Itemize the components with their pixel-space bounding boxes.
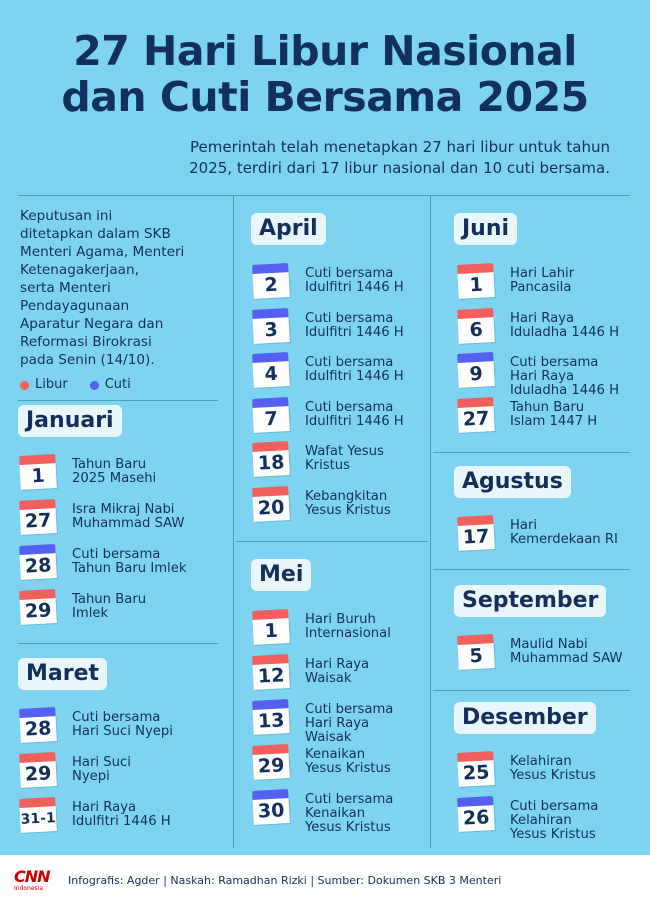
calendar-icon [19,707,57,743]
note-line: Reformasi Birokrasi [20,334,152,350]
calendar-icon [19,454,57,490]
holiday-line: Yesus Kristus [305,503,391,518]
divider-note [18,400,218,401]
holiday-line: Hari Raya [510,369,575,384]
holiday-line: Iduladha 1446 H [510,325,620,340]
calendar-day: 1 [458,272,495,299]
holiday-description [305,445,455,473]
calendar-icon [19,544,57,580]
calendar-day: 25 [458,760,495,787]
intro-text [70,137,610,179]
title-line-2: dan Cuti Bersama 2025 [61,73,589,121]
note-line: Menteri Agama, Menteri [20,244,185,260]
holiday-line: Tahun Baru [72,592,147,607]
calendar-day: 31-1 [20,806,57,833]
holiday-description [510,356,650,398]
calendar-day: 17 [458,524,495,551]
holiday-line: Nyepi [72,769,110,784]
calendar-day: 3 [253,317,290,344]
calendar-icon [457,515,495,551]
calendar-icon [252,263,290,299]
credits: Infografis: Agder | Naskah: Ramadhan Rizki | Sumber: Dokumen SKB 3 Menteri [68,874,502,887]
calendar-icon [19,589,57,625]
calendar-icon [252,654,290,690]
calendar-day: 28 [20,716,57,743]
holiday-line: Cuti bersama [305,702,394,717]
calendar-day: 12 [253,663,290,690]
holiday-line: Yesus Kristus [510,768,596,783]
decree-note [20,207,210,369]
calendar-icon [252,352,290,388]
holiday-line: Cuti bersama [72,547,161,562]
calendar-icon [19,797,57,833]
holiday-line: Cuti bersama [305,792,394,807]
holiday-line: Maulid Nabi [510,637,588,652]
intro-line-1: Pemerintah telah menetapkan 27 hari libur untuk tahun [190,138,610,156]
holiday-line: Yesus Kristus [510,827,596,842]
divider-agustus [433,569,630,570]
legend-cuti-label: Cuti [104,377,131,392]
calendar-day: 27 [20,508,57,535]
holiday-line: Idulfitri 1446 H [72,814,171,829]
cuti-dot-icon [90,381,99,390]
calendar-icon [252,699,290,735]
holiday-line: Cuti bersama [72,710,161,725]
holiday-line: Kenaikan [305,747,366,762]
holiday-line: Yesus Kristus [305,761,391,776]
calendar-icon [19,752,57,788]
note-line: Ketenagakerjaan, [20,262,139,278]
note-line: ditetapkan dalam SKB [20,226,171,242]
month-januari: Januari [18,405,122,437]
holiday-line: Waisak [305,730,352,745]
divider-col-1 [233,196,234,848]
holiday-line: Cuti bersama [305,400,394,415]
calendar-day: 9 [458,361,495,388]
month-desember: Desember [454,702,596,734]
holiday-line: Muhammad SAW [72,516,185,531]
holiday-description [305,356,455,384]
logo-text: CNN [14,867,50,886]
holiday-line: Idulfitri 1446 H [305,325,404,340]
holiday-line: Muhammad SAW [510,651,623,666]
holiday-line: Idulfitri 1446 H [305,369,404,384]
divider-april [236,541,428,542]
calendar-day: 1 [20,463,57,490]
holiday-description [305,748,455,776]
legend-libur-label: Libur [35,377,68,392]
holiday-line: Islam 1447 H [510,414,598,429]
holiday-line: 2025 Masehi [72,471,157,486]
cnn-indonesia-logo [14,869,54,891]
month-mei: Mei [251,559,311,591]
holiday-description [72,801,222,829]
holiday-line: Hari Suci Nyepi [72,724,173,739]
holiday-line: Hari Raya [510,311,575,326]
holiday-line: Cuti bersama [510,799,599,814]
holiday-description [510,638,650,666]
holiday-line: Isra Mikraj Nabi [72,502,175,517]
holiday-description [72,503,222,531]
calendar-icon [457,634,495,670]
holiday-line: Hari Raya [305,716,370,731]
calendar-day: 1 [253,618,290,645]
holiday-line: Wafat Yesus [305,444,384,459]
holiday-line: Hari Raya [305,657,370,672]
calendar-day: 18 [253,450,290,477]
holiday-description [510,267,650,295]
holiday-line: Internasional [305,626,391,641]
calendar-day: 29 [253,753,290,780]
calendar-day: 27 [458,406,495,433]
holiday-line: Idulfitri 1446 H [305,280,404,295]
holiday-description [72,593,222,621]
calendar-day: 30 [253,798,290,825]
month-september: September [454,585,606,617]
holiday-line: Cuti bersama [305,355,394,370]
holiday-description [510,519,650,547]
note-line: pada Senin (14/10). [20,352,155,368]
holiday-line: Pancasila [510,280,572,295]
note-line: Aparatur Negara dan [20,316,164,332]
logo-sub: Indonesia [14,885,44,892]
holiday-line: Tahun Baru Imlek [72,561,187,576]
holiday-line: Hari Buruh [305,612,376,627]
calendar-day: 6 [458,317,495,344]
holiday-line: Iduladha 1446 H [510,383,620,398]
note-line: Keputusan ini [20,208,113,224]
calendar-icon [19,499,57,535]
holiday-description [305,703,455,745]
calendar-day: 29 [20,761,57,788]
month-maret: Maret [18,658,107,690]
legend [20,377,131,393]
month-juni: Juni [454,213,517,245]
holiday-line: Kebangkitan [305,489,388,504]
holiday-description [510,755,650,783]
holiday-line: Kenaikan [305,806,366,821]
holiday-description [305,267,455,295]
holiday-line: Tahun Baru [510,400,585,415]
divider-januari [18,643,218,644]
divider-september [433,690,630,691]
holiday-description [72,548,222,576]
holiday-line: Hari Lahir [510,266,575,281]
calendar-day: 26 [458,805,495,832]
holiday-line: Hari Raya [72,800,137,815]
holiday-line: Idulfitri 1446 H [305,414,404,429]
holiday-description [72,458,222,486]
calendar-icon [252,486,290,522]
holiday-line: Kristus [305,458,351,473]
holiday-line: Yesus Kristus [305,820,391,835]
calendar-day: 29 [20,598,57,625]
calendar-icon [252,441,290,477]
holiday-line: Imlek [72,606,109,621]
calendar-icon [457,397,495,433]
calendar-day: 20 [253,495,290,522]
holiday-description [305,613,455,641]
libur-dot-icon [20,381,29,390]
holiday-line: Kemerdekaan RI [510,532,618,547]
calendar-day: 13 [253,708,290,735]
calendar-icon [252,609,290,645]
calendar-icon [252,744,290,780]
holiday-line: Kelahiran [510,813,572,828]
calendar-icon [252,308,290,344]
holiday-description [72,756,222,784]
calendar-icon [252,397,290,433]
calendar-day: 2 [253,272,290,299]
holiday-line: Cuti bersama [305,266,394,281]
holiday-description [72,711,222,739]
holiday-line: Kelahiran [510,754,572,769]
holiday-line: Cuti bersama [510,355,599,370]
month-agustus: Agustus [454,466,571,498]
note-line: serta Menteri [20,280,111,296]
page-title [0,28,650,120]
holiday-description [305,312,455,340]
holiday-line: Tahun Baru [72,457,147,472]
holiday-description [510,401,650,429]
calendar-icon [457,352,495,388]
note-line: Pendayagunaan [20,298,130,314]
month-april: April [251,213,326,245]
holiday-line: Cuti bersama [305,311,394,326]
calendar-day: 4 [253,361,290,388]
holiday-line: Waisak [305,671,352,686]
holiday-description [305,401,455,429]
calendar-day: 5 [458,643,495,670]
calendar-day: 28 [20,553,57,580]
holiday-description [510,312,650,340]
calendar-icon [252,789,290,825]
holiday-description [305,793,455,835]
holiday-description [305,490,455,518]
divider-juni [433,452,630,453]
intro-line-2: 2025, terdiri dari 17 libur nasional dan 10 cuti bersama. [189,159,610,177]
title-line-1: 27 Hari Libur Nasional [73,27,577,75]
calendar-icon [457,263,495,299]
holiday-line: Hari Suci [72,755,131,770]
calendar-icon [457,751,495,787]
holiday-description [305,658,455,686]
holiday-description [510,800,650,842]
divider-top [18,195,630,196]
calendar-icon [457,308,495,344]
holiday-line: Hari [510,518,538,533]
calendar-icon [457,796,495,832]
calendar-day: 7 [253,406,290,433]
